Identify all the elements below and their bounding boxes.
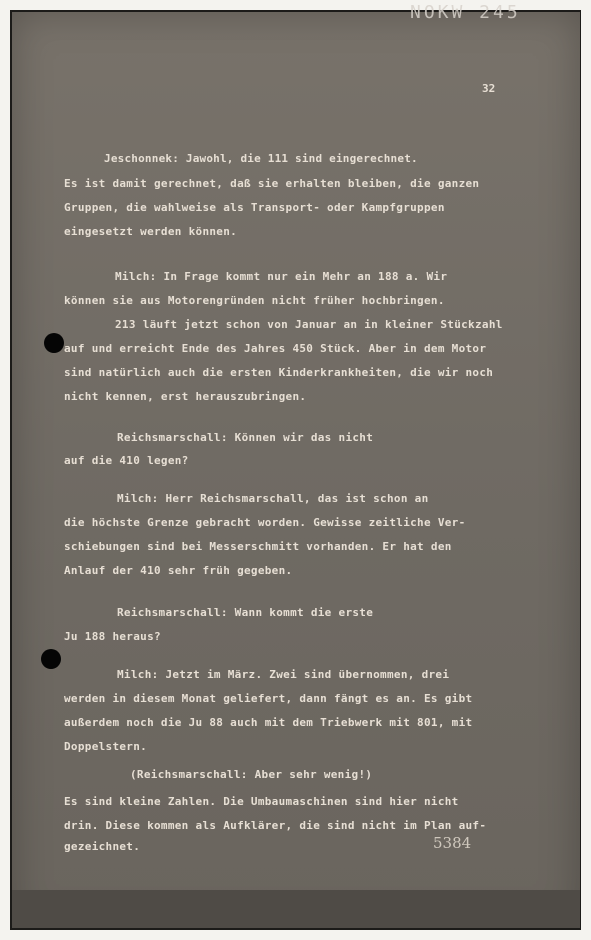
text-line: Milch: Jetzt im März. Zwei sind übernommen, drei [117, 668, 450, 681]
text-line: Milch: In Frage kommt nur ein Mehr an 188 a. Wir [115, 270, 448, 283]
text-line: Reichsmarschall: Wann kommt die erste [117, 606, 374, 619]
text-line: schiebungen sind bei Messerschmitt vorhanden. Er hat den [64, 540, 452, 553]
text-line: sind natürlich auch die ersten Kinderkrankheiten, die wir noch [64, 366, 494, 379]
document-number: 5384 [433, 834, 472, 852]
page-number: 32 [482, 82, 496, 95]
punch-hole-bottom [41, 649, 61, 669]
text-line: Ju 188 heraus? [64, 630, 161, 643]
text-line: auf die 410 legen? [64, 454, 189, 467]
text-line: Jeschonnek: Jawohl, die 111 sind eingerechnet. [104, 152, 418, 165]
text-line: Anlauf der 410 sehr früh gegeben. [64, 564, 293, 577]
text-line: Reichsmarschall: Können wir das nicht [117, 431, 374, 444]
document-page [12, 12, 580, 928]
text-line: auf und erreicht Ende des Jahres 450 Stück. Aber in dem Motor [64, 342, 487, 355]
text-line: die höchste Grenze gebracht worden. Gewisse zeitliche Ver- [64, 516, 466, 529]
archive-stamp: NOKW 245 [410, 2, 521, 23]
text-line: Es sind kleine Zahlen. Die Umbaumaschinen sind hier nicht [64, 795, 459, 808]
page-bottom-edge [12, 890, 580, 928]
punch-hole-top [44, 333, 64, 353]
text-line: gezeichnet. [64, 840, 141, 853]
text-line: (Reichsmarschall: Aber sehr wenig!) [130, 768, 373, 781]
text-line: werden in diesem Monat geliefert, dann fängt es an. Es gibt [64, 692, 473, 705]
text-line: eingesetzt werden können. [64, 225, 238, 238]
text-line: 213 läuft jetzt schon von Januar an in kleiner Stückzahl [115, 318, 503, 331]
text-line: drin. Diese kommen als Aufklärer, die sind nicht im Plan auf- [64, 819, 487, 832]
text-line: nicht kennen, erst herauszubringen. [64, 390, 307, 403]
text-line: Doppelstern. [64, 740, 148, 753]
text-line: Milch: Herr Reichsmarschall, das ist schon an [117, 492, 429, 505]
text-line: Gruppen, die wahlweise als Transport- oder Kampfgruppen [64, 201, 445, 214]
text-line: außerdem noch die Ju 88 auch mit dem Triebwerk mit 801, mit [64, 716, 473, 729]
text-line: Es ist damit gerechnet, daß sie erhalten bleiben, die ganzen [64, 177, 480, 190]
text-line: können sie aus Motorengründen nicht früher hochbringen. [64, 294, 445, 307]
